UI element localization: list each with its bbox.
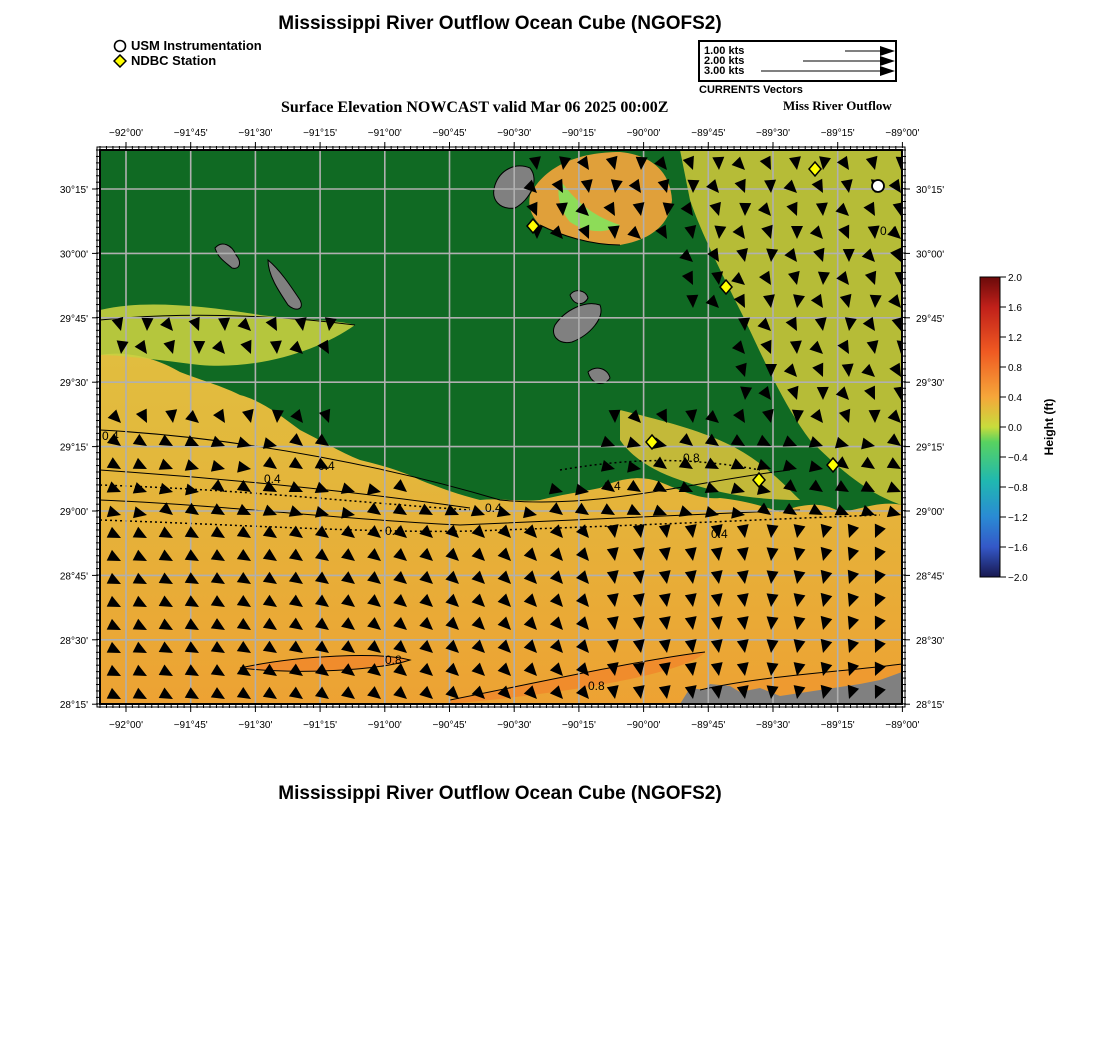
lat-label-right: 28°45' [916, 571, 945, 583]
vector-key-3: 3.00 kts [704, 65, 745, 77]
page-title: Mississippi River Outflow Ocean Cube (NGOFS2) [278, 13, 722, 34]
colorbar-tick-label: −1.6 [1008, 543, 1028, 554]
colorbar-tick-label: 2.0 [1008, 273, 1022, 284]
lon-label-top: −91°45' [173, 128, 208, 139]
lon-label-bottom: −91°00' [367, 720, 402, 731]
contour-label: 0.4 [485, 501, 502, 515]
lon-label-top: −91°15' [303, 128, 338, 139]
colorbar-tick-label: −1.2 [1008, 513, 1028, 524]
usm-station-marker [872, 180, 884, 192]
colorbar-ticks [1000, 273, 1028, 584]
circle-marker-icon [113, 39, 127, 53]
lat-label-right: 30°00' [916, 249, 945, 261]
legend-ndbc [113, 53, 262, 68]
legend-ndbc-label: NDBC Station [131, 53, 217, 68]
vector-key-2: 2.00 kts [704, 55, 745, 67]
lat-label-right: 29°00' [916, 507, 945, 518]
lat-label-right: 30°15' [916, 185, 945, 196]
lon-label-bottom: −89°15' [820, 720, 855, 731]
second-panel-title: Mississippi River Outflow Ocean Cube (NGOFS2) [278, 783, 722, 804]
contour-label: 0.4 [264, 472, 281, 486]
contour-label: 0.8 [588, 679, 605, 693]
lon-label-top: −89°45' [691, 128, 726, 139]
lon-label-bottom: −90°15' [561, 720, 596, 731]
lat-label-left: 28°15' [59, 700, 88, 712]
lon-label-top: −89°00' [885, 128, 920, 139]
lat-label-right: 29°45' [916, 313, 945, 325]
lon-label-top: −90°45' [432, 128, 467, 139]
lon-label-bottom: −91°45' [173, 720, 208, 731]
contour-label: 0.4 [711, 527, 728, 541]
contour-label: 0.4 [102, 429, 119, 443]
lon-label-top: −90°00' [626, 128, 661, 139]
colorbar-tick-label: 1.2 [1008, 333, 1022, 344]
lon-label-bottom: −92°00' [109, 720, 143, 731]
surface-elevation-map [0, 115, 960, 735]
lat-label-left: 30°00' [59, 249, 88, 261]
colorbar-tick-label: 1.6 [1008, 303, 1022, 314]
colorbar-gradient [980, 277, 1000, 577]
colorbar-tick-label: −0.4 [1008, 453, 1028, 464]
vector-key [698, 40, 897, 82]
lon-label-bottom: −90°30' [497, 720, 532, 731]
lon-label-bottom: −89°30' [756, 720, 790, 731]
lat-label-left: 29°15' [59, 442, 88, 454]
lat-label-left: 29°30' [59, 378, 88, 390]
diamond-marker-icon [113, 54, 127, 68]
colorbar-tick-label: −2.0 [1008, 573, 1028, 584]
region-label: Miss River Outflow [783, 98, 892, 113]
lat-label-left: 29°45' [59, 313, 88, 325]
lon-label-top: −92°00' [109, 128, 143, 139]
lat-label-left: 30°15' [59, 185, 88, 196]
lon-label-bottom: −90°45' [432, 720, 467, 731]
lon-label-top: −91°00' [367, 128, 402, 139]
map-subtitle: Surface Elevation NOWCAST valid Mar 06 2025 00:00Z [281, 99, 669, 116]
lon-label-bottom: −91°15' [303, 720, 338, 731]
legend-usm [113, 38, 262, 53]
lat-label-left: 28°30' [59, 635, 88, 647]
colorbar-tick-label: −0.8 [1008, 483, 1028, 494]
lon-label-top: −91°30' [238, 128, 273, 139]
marker-legend [113, 38, 262, 68]
lat-label-right: 29°30' [916, 378, 945, 390]
vector-key-arrows [700, 42, 895, 80]
colorbar-tick-label: 0.8 [1008, 363, 1022, 374]
vector-key-caption: CURRENTS Vectors [699, 84, 803, 96]
lat-label-right: 28°30' [916, 635, 945, 647]
contour-label: 0.4 [880, 224, 897, 238]
lat-label-left: 28°45' [59, 571, 88, 583]
lon-label-bottom: −91°30' [238, 720, 273, 731]
contour-label: 0.4 [604, 479, 621, 493]
legend-usm-label: USM Instrumentation [131, 38, 262, 53]
contour-label: 0.4 [385, 524, 402, 538]
height-colorbar [970, 270, 1070, 590]
lon-label-top: −89°15' [820, 128, 855, 139]
colorbar-tick-label: 0.0 [1008, 423, 1022, 434]
lon-label-top: −90°30' [497, 128, 532, 139]
lon-label-bottom: −89°45' [691, 720, 726, 731]
vector-key-1: 1.00 kts [704, 45, 745, 57]
lat-label-left: 29°00' [59, 507, 88, 518]
lon-label-top: −90°15' [561, 128, 596, 139]
colorbar-label: Height (ft) [1042, 398, 1056, 456]
lat-label-right: 29°15' [916, 442, 945, 454]
colorbar-tick-label: 0.4 [1008, 393, 1022, 404]
lon-label-bottom: −90°00' [626, 720, 661, 731]
contour-label: 0.4 [318, 459, 335, 473]
lon-label-bottom: −89°00' [885, 720, 920, 731]
lon-label-top: −89°30' [756, 128, 790, 139]
contour-label: 0.8 [385, 653, 402, 667]
contour-label: 0.8 [683, 451, 700, 465]
lat-label-right: 28°15' [916, 700, 945, 712]
